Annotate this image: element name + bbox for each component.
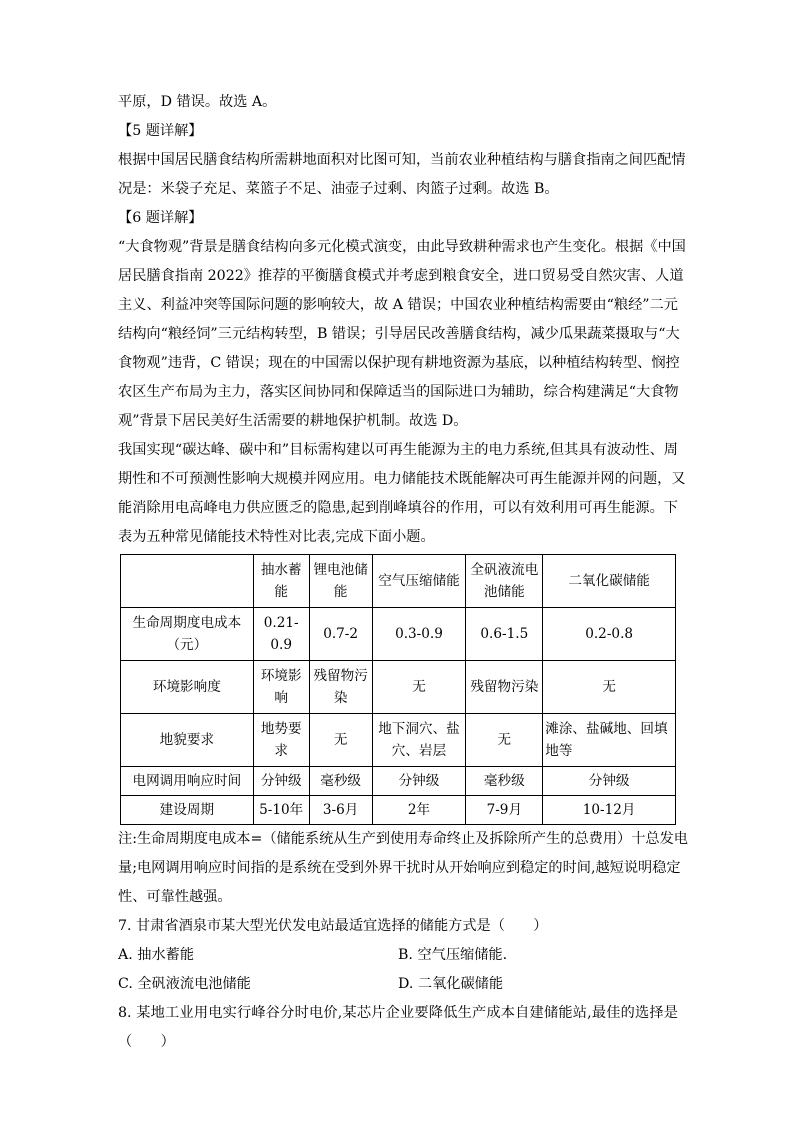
table-row-label: 环境影响度 [121, 661, 254, 714]
table-cell: 地下洞穴、盐穴、岩层 [372, 714, 466, 767]
text-line: 主义、利益冲突等国际问题的影响较大，故 A 错误；中国农业种植结构需要由“粮经”二元 [118, 297, 678, 313]
table-row [121, 661, 676, 714]
section-heading: 【5 题详解】 [118, 123, 203, 139]
option-b[interactable]: B. 空气压缩储能. [398, 947, 508, 963]
table-row [121, 767, 676, 796]
table-row-label: 电网调用响应时间 [121, 767, 254, 796]
question-7-stem: 7. 甘肃省酒泉市某大型光伏发电站最适宜选择的储能方式是（ ） [118, 918, 548, 934]
table-cell: 3-6月 [309, 796, 372, 825]
table-cell: 无 [372, 661, 466, 714]
table-row [121, 796, 676, 825]
table-cell: 残留物污染 [466, 661, 543, 714]
table-row-label: 地貌要求 [121, 714, 254, 767]
table-cell: 0.6-1.5 [466, 608, 543, 661]
table-cell: 毫秒级 [466, 767, 543, 796]
table-cell: 毫秒级 [309, 767, 372, 796]
table-row-label: 生命周期度电成本（元） [121, 608, 254, 661]
table-cell: 残留物污染 [309, 661, 372, 714]
table-cell: 10-12月 [543, 796, 676, 825]
storage-comparison-table [120, 554, 676, 825]
option-d[interactable]: D. 二氧化碳储能 [398, 976, 504, 992]
table-cell: 环境影响 [253, 661, 309, 714]
text-line: 表为五种常见储能技术特性对比表,完成下面小题。 [118, 529, 435, 545]
text-line: 期性和不可预测性影响大规模并网应用。电力储能技术既能解决可再生能源并网的问题，又 [118, 471, 686, 487]
section-heading: 【6 题详解】 [118, 210, 203, 226]
question-7-options-row-2 [118, 970, 678, 999]
text-line: 况是：米袋子充足、菜篮子不足、油壶子过剩、肉篮子过剩。故选 B。 [118, 181, 559, 197]
table-row [121, 608, 676, 661]
table-row [121, 714, 676, 767]
table-note: 性、可靠性越强。 [118, 889, 232, 905]
table-cell: 7-9月 [466, 796, 543, 825]
table-header-cell: 二氧化碳储能 [543, 555, 676, 608]
table-cell: 分钟级 [253, 767, 309, 796]
table-cell: 0.3-0.9 [372, 608, 466, 661]
table-cell: 地势要求 [253, 714, 309, 767]
question-8-stem: 8. 某地工业用电实行峰谷分时电价,某芯片企业要降低生产成本自建储能站,最佳的选择是 [118, 1005, 678, 1021]
document-body [118, 88, 688, 1057]
text-line: 观”背景下居民美好生活需要的耕地保护机制。故选 D。 [118, 413, 468, 429]
question-7-options-row-1 [118, 941, 678, 970]
table-row-label: 建设周期 [121, 796, 254, 825]
table-cell: 分钟级 [543, 767, 676, 796]
text-line: “大食物观”背景是膳食结构向多元化模式演变，由此导致耕种需求也产生变化。根据《中国 [118, 239, 686, 255]
text-line: 居民膳食指南 2022》推荐的平衡膳食模式并考虑到粮食安全，进口贸易受自然灾害、人道 [118, 268, 684, 284]
table-note: 注:生命周期度电成本=（储能系统从生产到使用寿命终止及拆除所产生的总费用）十总发电 [118, 831, 688, 847]
option-c[interactable]: C. 全矾液流电池储能 [118, 976, 251, 992]
table-cell: 无 [466, 714, 543, 767]
table-cell: 滩涂、盐碱地、回填地等 [543, 714, 676, 767]
table-cell: 0.21-0.9 [253, 608, 309, 661]
table-header-cell: 空气压缩储能 [372, 555, 466, 608]
text-line: 能消除用电高峰电力供应匮乏的隐患,起到削峰填谷的作用，可以有效利用可再生能源。下 [118, 500, 678, 516]
table-cell: 0.2-0.8 [543, 608, 676, 661]
text-line: 我国实现“碳达峰、碳中和”目标需构建以可再生能源为主的电力系统,但其具有波动性、周 [118, 442, 678, 458]
table-cell: 0.7-2 [309, 608, 372, 661]
table-cell: 无 [543, 661, 676, 714]
question-8-answer-blank: （ ） [118, 1034, 175, 1050]
table-header-cell: 全矾液流电池储能 [466, 555, 543, 608]
table-cell: 分钟级 [372, 767, 466, 796]
text-line: 农区生产布局为主力，落实区间协同和保障适当的国际进口为辅助，综合构建满足“大食物 [118, 384, 679, 400]
table-cell: 5-10年 [253, 796, 309, 825]
text-line: 食物观”违背，C 错误；现在的中国需以保护现有耕地资源为基底，以种植结构转型、悯控 [118, 355, 680, 371]
table-note: 量;电网调用响应时间指的是系统在受到外界干扰时从开始响应到稳定的时间,越短说明稳定 [118, 860, 681, 876]
text-line: 根据中国居民膳食结构所需耕地面积对比图可知，当前农业种植结构与膳食指南之间匹配情 [118, 152, 686, 168]
table-header-row [121, 555, 676, 608]
table-cell: 无 [309, 714, 372, 767]
text-line: 平原，D 错误。故选 A。 [118, 94, 277, 110]
table-header-cell: 锂电池储能 [309, 555, 372, 608]
table-cell: 2年 [372, 796, 466, 825]
table-header-cell: 抽水蓄能 [253, 555, 309, 608]
text-line: 结构向“粮经饲”三元结构转型，B 错误；引导居民改善膳食结构，减少瓜果蔬菜摄取与“大 [118, 326, 680, 342]
table-cell [121, 555, 254, 608]
option-a[interactable]: A. 抽水蓄能 [118, 947, 195, 963]
